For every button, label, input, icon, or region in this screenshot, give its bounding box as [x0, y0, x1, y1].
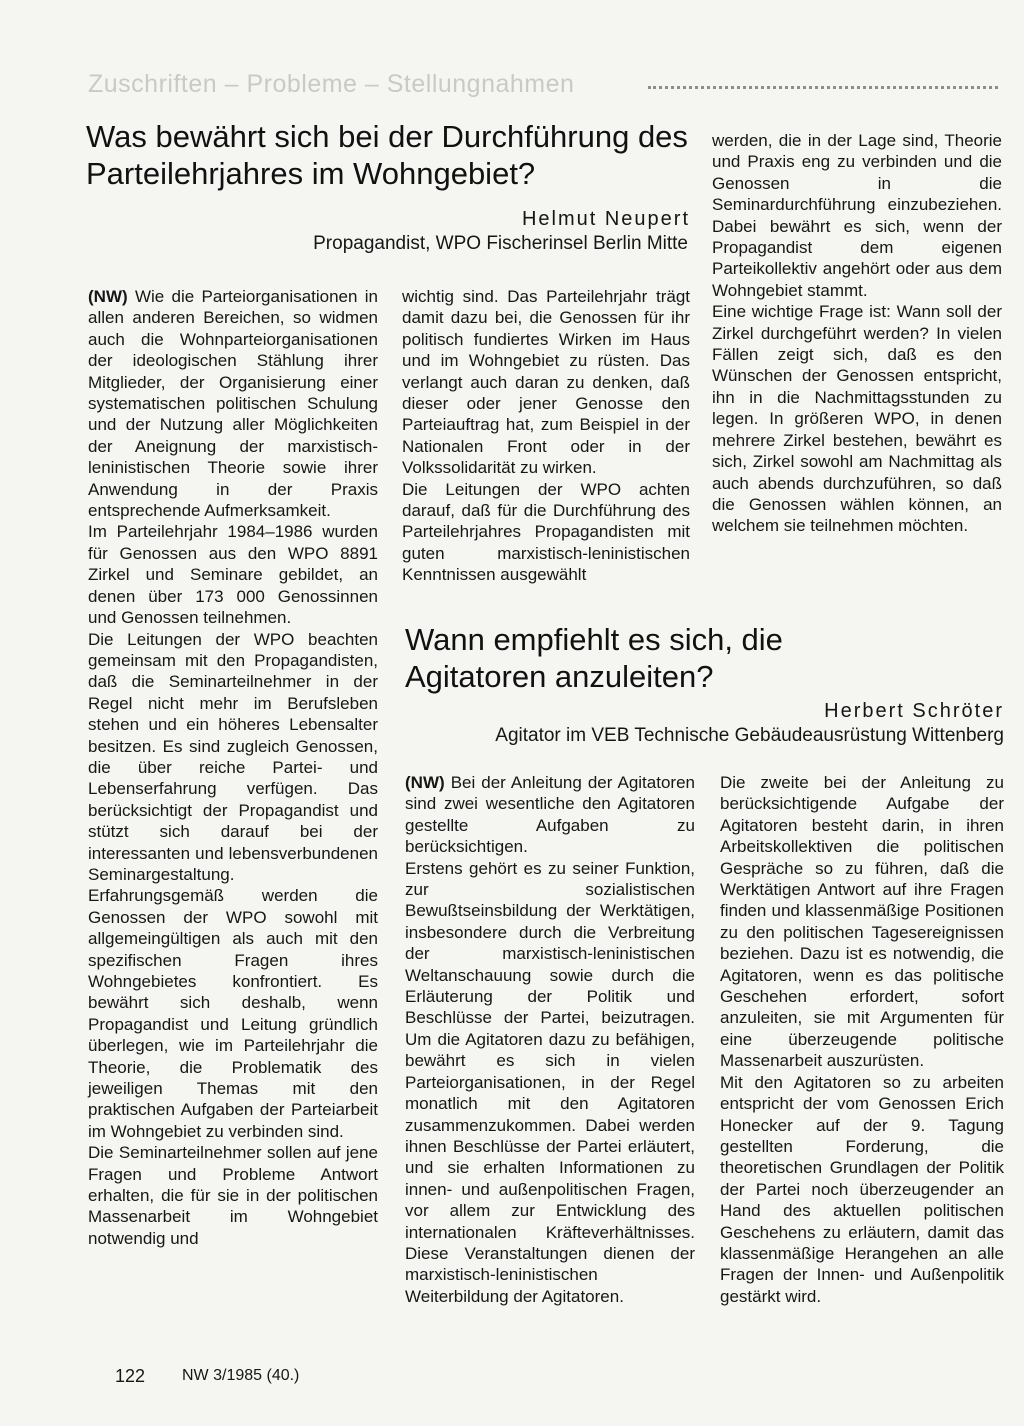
article2-col1-para-1 [405, 772, 695, 858]
article2-author-role: Agitator im VEB Technische Gebäudeausrüstung Wittenberg [495, 725, 1004, 746]
article2-col2-para-1: Die zweite bei der Anleitung zu berücksichtigende Aufgabe der Agitatoren besteht darin, in ihren Arbeitskollektiven die politischen Gespräche so zu führen, daß die Werktätigen Antwort auf ihre Fragen finden und klassenmäßige Positionen zu den politischen Tagesereignissen beziehen. Dazu ist es notwendig, die Agitatoren, wenn es das politische Geschehen erfordert, sofort anzuleiten, sie mit Argumenten für eine überzeugende politische Massenarbeit auszurüsten. [720, 773, 1004, 1071]
article1-column-2 [402, 286, 690, 586]
article2-col1-text-1: Bei der Anleitung der Agitatoren sind zwei wesentliche den Agitatoren gestellte Aufgaben zu berücksichtigen. [405, 773, 695, 857]
article1-author-name: Helmut Neupert [521, 208, 690, 230]
article2-column-2 [720, 772, 1004, 1307]
article1-column-1 [88, 286, 378, 1249]
issue-label: NW 3/1985 (40.) [182, 1367, 300, 1384]
article1-author-role: Propagandist, WPO Fischerinsel Berlin Mitte [313, 233, 688, 254]
article1-col2-para-1: wichtig sind. Das Parteilehrjahr trägt damit dazu bei, die Genossen für ihr politisch fundiertes Wirken im Haus und im Wohngebiet zu rüsten. Das verlangt auch daran zu denken, daß dieser oder jener Genosse den Parteiauftrag hat, zum Beispiel in der Nationalen Front oder in der Volkssolidarität zu wirken. [402, 287, 690, 478]
article1-col1-para-2: Im Parteilehrjahr 1984–1986 wurden für Genossen aus den WPO 8891 Zirkel und Seminare gebildet, an denen über 173 000 Genossinnen und Genossen teilnehmen. [88, 522, 378, 628]
nw-tag: (NW) [88, 287, 128, 306]
article2-title: Wann empfiehlt es sich, die Agitatoren anzuleiten? [405, 622, 783, 694]
page-number: 122 [115, 1366, 146, 1386]
article1-col1-para-1 [88, 286, 378, 521]
article1-col2-para-2: Die Leitungen der WPO achten darauf, daß für die Durchführung des Parteilehrjahres Propagandisten mit guten marxistisch-leninistischen Kenntnissen ausgewählt [402, 479, 690, 585]
article1-col1-para-5: Die Seminarteilnehmer sollen auf jene Fragen und Probleme Antwort erhalten, die für sie in der politischen Massenarbeit im Wohngebiet notwendig und [88, 1143, 378, 1248]
article1-col1-text-1: Wie die Parteiorganisationen in allen anderen Bereichen, so widmen auch die Wohnparteiorganisationen der ideologischen Stählung ihrer Mitglieder, der Organisierung einer systematischen politischen Schulung und der Nutzung aller Möglichkeiten der Aneignung der marxistisch-leninistischen Theorie sowie ihrer Anwendung in der Praxis entsprechende Aufmerksamkeit. [88, 287, 378, 521]
article1-col1-para-3: Die Leitungen der WPO beachten gemeinsam mit den Propagandisten, daß die Seminarteilnehmer in der Regel nicht mehr im Berufsleben stehen und ein höheres Lebensalter besitzen. Es sind zugleich Genossen, die über reiche Partei- und Lebenserfahrung verfügen. Das berücksichtigt der Propagandist und stützt sich darauf bei der interessanten und lebensverbundenen Seminargestaltung. [88, 629, 378, 884]
nw-tag: (NW) [405, 773, 445, 792]
article2-column-1 [405, 772, 695, 1307]
article2-col2-para-2: Mit den Agitatoren so zu arbeiten entspricht der vom Genossen Erich Honecker auf der 9. Tagung gestellten Forderung, die theoretischen Grundlagen der Politik der Partei noch überzeugender an Hand des aktuellen politischen Geschehens zu erläutern, damit das klassenmäßige Herangehen an alle Fragen der Innen- und Außenpolitik gestärkt wird. [720, 1072, 1004, 1306]
article1-col3-para-1: werden, die in der Lage sind, Theorie und Praxis eng zu verbinden und die Genossen in die Seminardurchführung einzubeziehen. Dabei bewährt es sich, wenn der Propagandist dem eigenen Parteikollektiv angehört oder aus dem Wohngebiet stammt. [712, 131, 1002, 300]
article2-col1-para-2: Erstens gehört es zu seiner Funktion, zur sozialistischen Bewußtseinsbildung der Werktätigen, insbesondere durch die Verbreitung der marxistisch-leninistischen Weltanschauung sowie durch die Erläuterung der Politik und Beschlüsse der Partei, beizutragen. Um die Agitatoren dazu zu befähigen, bewährt es sich in vielen Parteiorganisationen, in der Regel monatlich mit den Agitatoren zusammenzukommen. Dabei werden ihnen Beschlüsse der Partei erläutert, und sie erhalten Informationen zu innen- und außenpolitischen Fragen, vor allem zur Entwicklung des internationalen Kräfteverhältnisses. Diese Veranstaltungen dienen der marxistisch-leninistischen Weiterbildung der Agitatoren. [405, 858, 695, 1306]
article2-author-name: Herbert Schröter [824, 700, 1004, 722]
header-rule [648, 86, 998, 89]
article1-col3-para-2: Eine wichtige Frage ist: Wann soll der Zirkel durchgeführt werden? In vielen Fällen zeigt sich, daß es den Wünschen der Genossen entspricht, ihn in die Nachmittagsstunden zu legen. In größeren WPO, in denen mehrere Zirkel bestehen, bewährt es sich, Zirkel sowohl am Nachmittag als auch abends durchzuführen, so daß die Genossen wählen können, an welchem sie teilnehmen möchten. [712, 302, 1002, 536]
article1-col1-para-4: Erfahrungsgemäß werden die Genossen der WPO sowohl mit allgemeingültigen als auch mit den spezifischen Fragen ihres Wohngebietes konfrontiert. Es bewährt sich deshalb, wenn Propagandist und Leitung gründlich überlegen, wie im Parteilehrjahr die Theorie, die Problematik des jeweiligen Themas mit den praktischen Aufgaben der Parteiarbeit im Wohngebiet zu verbinden sind. [88, 886, 378, 1141]
article1-title: Was bewährt sich bei der Durchführung des Parteilehrjahres im Wohngebiet? [86, 119, 688, 191]
section-header: Zuschriften – Probleme – Stellungnahmen [88, 70, 575, 98]
article1-column-3 [712, 130, 1002, 537]
